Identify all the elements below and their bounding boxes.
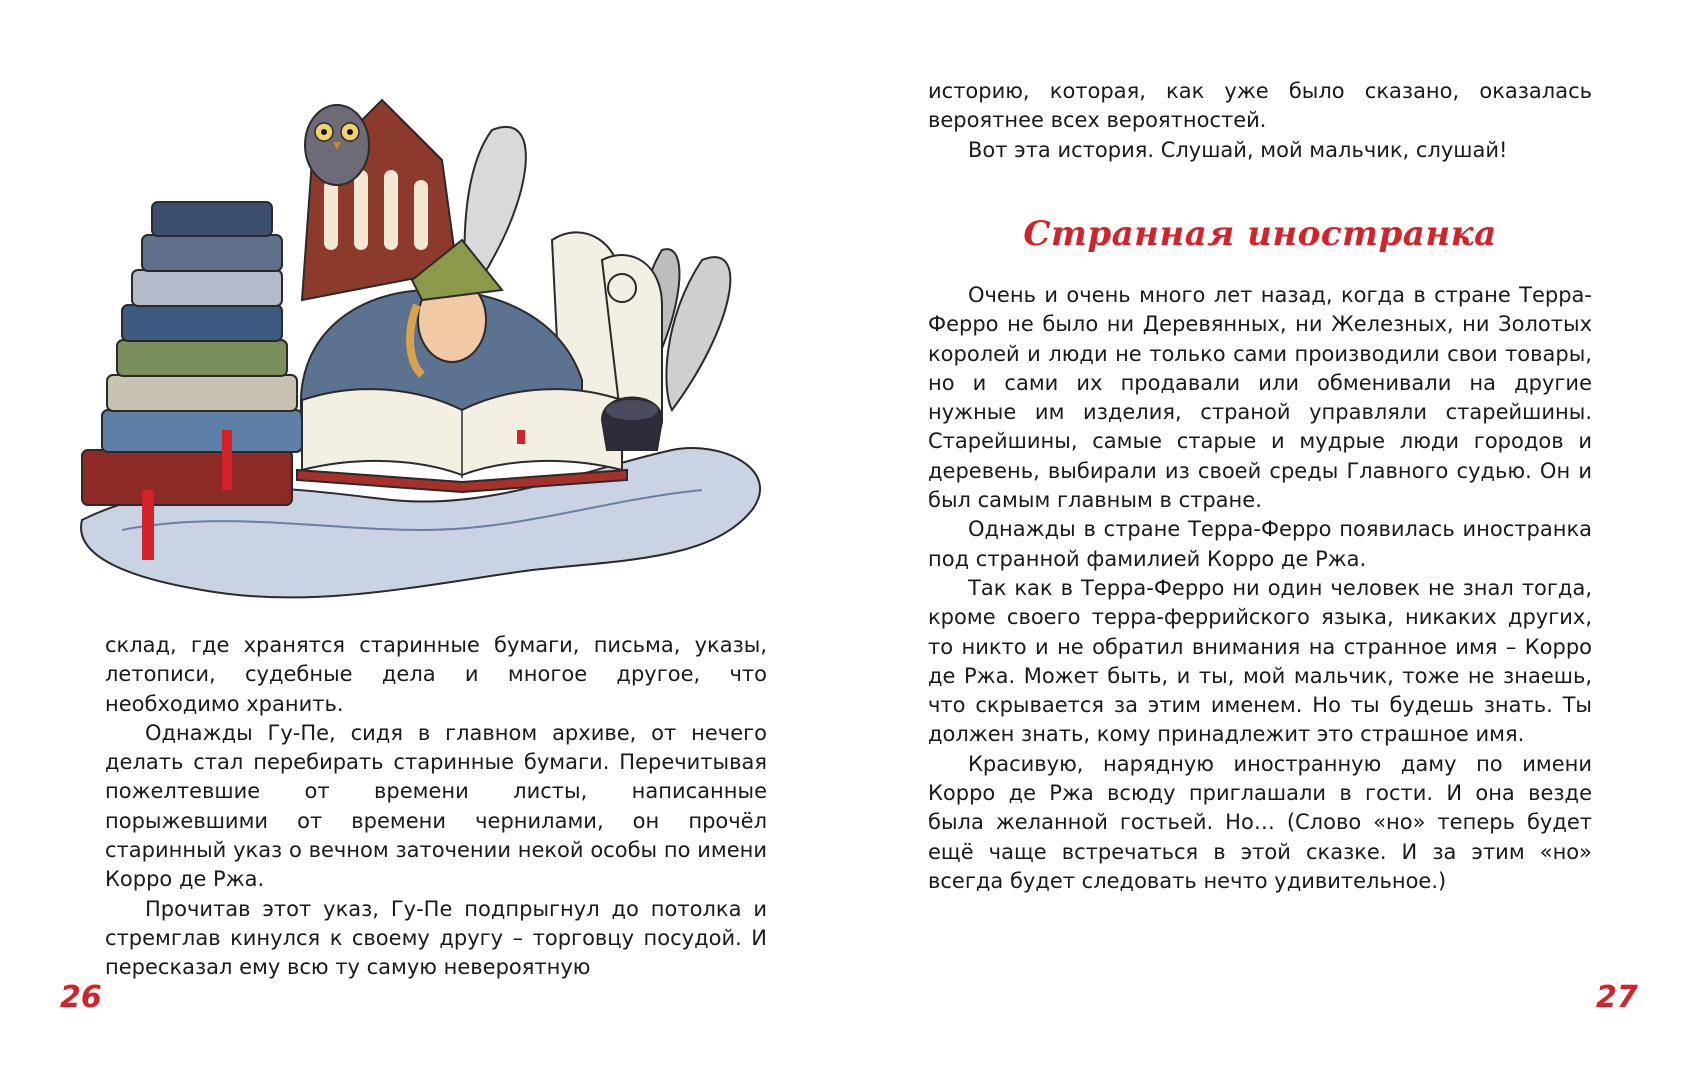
paragraph: Очень и очень много лет назад, когда в стране Терра-Ферро не было ни Деревянных, ни Железных, ни Золотых королей и люди не только сами производили свои товары, но и сами их продавали или обменивали на другие нужные им изделия, страной управляли старейшины. Старейшины, самые старые и мудрые люди городов и деревень, выбирали из своей среды Главного судью. Он и был самым главным в стране.	[928, 283, 1592, 513]
paragraph: Вот эта история. Слушай, мой мальчик, слушай!	[968, 137, 1508, 162]
paragraph: Прочитав этот указ, Гу-Пе подпрыгнул до потолка и стремглав кинулся к своему другу – торговцу посудой. И пересказал ему всю ту самую невероятную	[105, 896, 767, 980]
paragraph: склад, где хранятся старинные бумаги, письма, указы, летописи, судебные дела и многое другое, что необходимо хранить.	[105, 633, 767, 716]
left-page-text	[105, 631, 767, 983]
paragraph: Красивую, нарядную иностранную даму по имени Корро де Ржа всюду приглашали в гости. И она везде была желанной гостьей. Но… (Слово «но» теперь будет ещё чаще встречаться в этой сказке. И за этим «но» всегда будет следовать нечто удивительное.)	[928, 751, 1592, 893]
page-number-left: 26	[60, 980, 102, 1015]
paragraph: Однажды в стране Терра-Ферро появилась иностранка под странной фамилией Корро де Ржа.	[928, 517, 1592, 571]
ink-pot-icon	[602, 398, 662, 451]
right-page	[843, 0, 1687, 1080]
paragraph: историю, которая, как уже было сказано, оказалась вероятнее всех вероятностей.	[928, 79, 1592, 133]
paragraph: Однажды Гу-Пе, сидя в главном архиве, от нечего делать стал перебирать старинные бумаги. Перечитывая пожелтевшие от времени листы, написанные порыжевшими от времени чернилами, он прочёл старинный указ о вечном заточении некой особы по имени Корро де Ржа.	[105, 720, 767, 892]
page-number-right: 27	[1596, 980, 1638, 1015]
paragraph: Так как в Терра-Ферро ни один человек не знал тогда, кроме своего терра-феррийского языка, никаких других, то никто и не обратил внимания на странное имя – Корро де Ржа. Может быть, и ты, мой мальчик, тоже не знаешь, что скрывается за этим именем. Но ты будешь знать. Ты должен знать, кому принадлежит это страшное имя.	[928, 575, 1592, 747]
right-page-top-text	[928, 77, 1592, 165]
chapter-title: Странная иностранка	[1023, 214, 1497, 254]
owl-icon	[305, 105, 369, 185]
left-page	[0, 0, 843, 1080]
right-page-body-text	[928, 281, 1592, 896]
archive-illustration	[62, 90, 822, 620]
